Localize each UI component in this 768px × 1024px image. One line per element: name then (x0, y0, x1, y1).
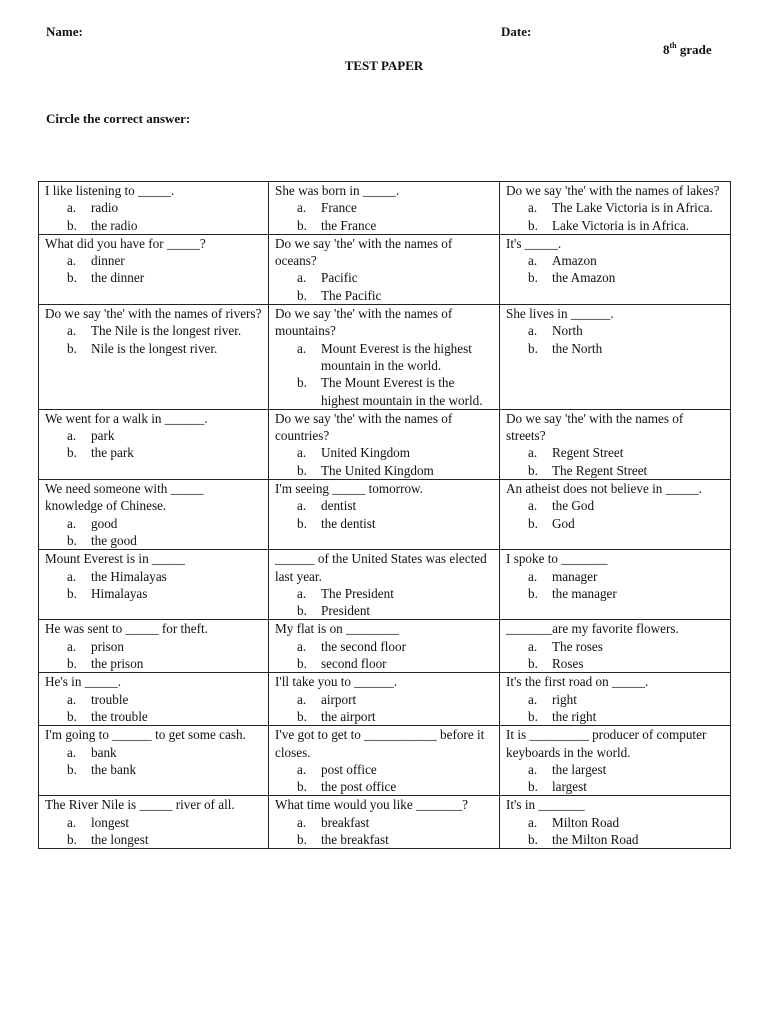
answer-option[interactable] (45, 814, 264, 831)
question-cell (500, 480, 731, 550)
answer-option[interactable] (506, 497, 726, 514)
answer-option[interactable] (275, 287, 495, 304)
option-text: Himalayas (91, 585, 148, 601)
option-letter: a. (297, 761, 307, 777)
question-cell (39, 480, 269, 550)
answer-option[interactable] (45, 761, 264, 778)
option-letter: a. (528, 814, 538, 830)
question-cell (269, 726, 500, 796)
table-row (39, 480, 731, 550)
answer-option[interactable] (506, 269, 726, 286)
question-text: An atheist does not believe in _____. (506, 481, 702, 497)
answer-options (275, 585, 495, 620)
option-letter: a. (528, 498, 538, 514)
answer-options (45, 515, 264, 550)
question-text: Do we say 'the' with the names of rivers? (45, 306, 262, 322)
option-letter: a. (67, 323, 77, 339)
question-text: The River Nile is _____ river of all. (45, 797, 235, 813)
grade-superscript: th (669, 41, 677, 50)
answer-option[interactable] (275, 585, 495, 602)
option-text: President (321, 603, 371, 619)
option-letter: b. (297, 217, 307, 233)
table-row (39, 409, 731, 479)
question-cell (39, 620, 269, 673)
option-letter: a. (528, 568, 538, 584)
question-text: It's the first road on _____. (506, 674, 649, 690)
answer-option[interactable] (45, 340, 264, 357)
option-letter: b. (528, 217, 538, 233)
option-text: good (91, 515, 118, 531)
answer-option[interactable] (275, 602, 495, 619)
option-text: The Nile is the longest river. (91, 323, 242, 339)
answer-option[interactable] (45, 269, 264, 286)
answer-option[interactable] (275, 814, 495, 831)
question-text: I've got to get to ___________ before it closes. (275, 727, 485, 760)
option-text: manager (552, 568, 598, 584)
option-letter: b. (67, 270, 77, 286)
answer-options (275, 638, 495, 673)
answer-option[interactable] (45, 691, 264, 708)
option-text: prison (91, 638, 124, 654)
question-cell (500, 550, 731, 620)
option-letter: a. (297, 814, 307, 830)
table-row (39, 182, 731, 235)
option-letter: b. (528, 779, 538, 795)
option-letter: b. (297, 603, 307, 619)
answer-option[interactable] (45, 655, 264, 672)
table-row (39, 234, 731, 304)
answer-options (275, 814, 495, 849)
answer-options (275, 497, 495, 532)
option-letter: b. (67, 656, 77, 672)
answer-option[interactable] (275, 340, 495, 375)
option-text: North (552, 323, 583, 339)
question-text: I spoke to _______ (506, 551, 608, 567)
question-text: What did you have for _____? (45, 235, 206, 251)
answer-option[interactable] (45, 199, 264, 216)
option-letter: b. (528, 831, 538, 847)
option-text: breakfast (321, 814, 370, 830)
option-letter: a. (67, 814, 77, 830)
grade-word: grade (676, 42, 712, 57)
option-text: The Pacific (321, 287, 382, 303)
table-row (39, 620, 731, 673)
option-text: the longest (91, 831, 149, 847)
question-cell (500, 673, 731, 726)
option-text: The President (321, 585, 394, 601)
option-text: the breakfast (321, 831, 389, 847)
option-letter: a. (297, 270, 307, 286)
question-cell (39, 409, 269, 479)
answer-option[interactable] (275, 462, 495, 479)
option-letter: b. (67, 445, 77, 461)
option-text: the North (552, 340, 603, 356)
option-text: the airport (321, 708, 376, 724)
answer-option[interactable] (45, 427, 264, 444)
answer-option[interactable] (506, 515, 726, 532)
date-label: Date: (501, 24, 532, 39)
option-text: the prison (91, 656, 144, 672)
table-row (39, 305, 731, 410)
option-text: the manager (552, 585, 617, 601)
table-row (39, 726, 731, 796)
option-letter: a. (528, 323, 538, 339)
answer-option[interactable] (45, 532, 264, 549)
question-text: It is _________ producer of computer keyboards in the world. (506, 727, 707, 760)
answer-option[interactable] (45, 568, 264, 585)
answer-options (45, 427, 264, 462)
question-cell (269, 234, 500, 304)
answer-options (45, 199, 264, 234)
option-letter: a. (528, 638, 538, 654)
option-text: the Himalayas (91, 568, 167, 584)
option-text: second floor (321, 656, 387, 672)
question-cell (39, 305, 269, 410)
answer-option[interactable] (275, 444, 495, 461)
question-cell (500, 305, 731, 410)
question-cell (500, 620, 731, 673)
option-letter: b. (297, 779, 307, 795)
question-text: It's _____. (506, 235, 562, 251)
option-letter: b. (528, 462, 538, 478)
answer-options (275, 691, 495, 726)
answer-options (506, 761, 726, 796)
option-text: France (321, 200, 357, 216)
answer-option[interactable] (506, 778, 726, 795)
option-text: Roses (552, 656, 584, 672)
option-letter: a. (297, 585, 307, 601)
question-cell (269, 620, 500, 673)
option-text: post office (321, 761, 377, 777)
question-text: Do we say 'the' with the names of streets? (506, 410, 684, 444)
answer-options (275, 269, 495, 304)
option-text: radio (91, 200, 119, 216)
option-text: United Kingdom (321, 445, 411, 461)
grade-number: 8 (663, 42, 670, 57)
option-letter: b. (67, 532, 77, 548)
option-letter: b. (528, 708, 538, 724)
answer-option[interactable] (275, 374, 495, 409)
page-title: TEST PAPER (344, 58, 424, 73)
option-text: The roses (552, 638, 603, 654)
option-text: Nile is the longest river. (91, 340, 218, 356)
option-text: dentist (321, 498, 357, 514)
option-letter: b. (297, 708, 307, 724)
option-letter: a. (67, 200, 77, 216)
answer-option[interactable] (506, 444, 726, 461)
question-text: Do we say 'the' with the names of mountains? (275, 306, 453, 339)
answer-option[interactable] (45, 252, 264, 269)
answer-option[interactable] (275, 708, 495, 725)
option-text: the France (321, 217, 377, 233)
question-cell (500, 234, 731, 304)
answer-options (45, 691, 264, 726)
question-cell (39, 182, 269, 235)
answer-options (506, 638, 726, 673)
question-cell (269, 480, 500, 550)
option-letter: a. (528, 253, 538, 269)
option-letter: b. (67, 761, 77, 777)
name-label: Name: (46, 24, 83, 39)
question-table-body (39, 182, 731, 849)
answer-options (275, 444, 495, 479)
option-text: bank (91, 744, 117, 760)
option-text: the dentist (321, 515, 376, 531)
answer-option[interactable] (506, 814, 726, 831)
answer-option[interactable] (45, 217, 264, 234)
answer-option[interactable] (45, 515, 264, 532)
question-cell (39, 673, 269, 726)
option-text: The Lake Victoria is in Africa. (552, 200, 713, 216)
option-text: God (552, 515, 575, 531)
option-text: Pacific (321, 270, 358, 286)
option-letter: a. (528, 691, 538, 707)
answer-option[interactable] (45, 585, 264, 602)
answer-option[interactable] (275, 497, 495, 514)
option-text: The United Kingdom (321, 462, 434, 478)
option-text: Mount Everest is the highest mountain in the world. (321, 340, 472, 373)
answer-option[interactable] (506, 831, 726, 848)
question-text: She was born in _____. (275, 183, 400, 198)
option-letter: a. (67, 691, 77, 707)
question-cell (39, 550, 269, 620)
option-letter: a. (297, 445, 307, 461)
option-letter: b. (528, 585, 538, 601)
option-letter: b. (67, 340, 77, 356)
answer-option[interactable] (506, 462, 726, 479)
question-cell (500, 182, 731, 235)
option-letter: b. (528, 340, 538, 356)
answer-options (275, 199, 495, 234)
question-text: He's in _____. (45, 674, 122, 690)
question-text: It's in _______ (506, 797, 585, 813)
answer-option[interactable] (275, 691, 495, 708)
answer-option[interactable] (506, 585, 726, 602)
question-text: He was sent to _____ for theft. (45, 621, 208, 637)
option-text: airport (321, 691, 357, 707)
question-text: ______ of the United States was elected last year. (275, 551, 487, 584)
option-text: the radio (91, 217, 138, 233)
table-row (39, 673, 731, 726)
answer-options (506, 252, 726, 287)
answer-options (506, 444, 726, 479)
question-cell (269, 305, 500, 410)
answer-options (45, 322, 264, 357)
question-text: Do we say 'the' with the names of lakes? (506, 183, 720, 198)
answer-option[interactable] (45, 638, 264, 655)
answer-options (275, 340, 495, 409)
question-cell (39, 726, 269, 796)
grade-label (663, 41, 712, 58)
answer-option[interactable] (275, 778, 495, 795)
answer-options (506, 199, 726, 234)
question-cell (269, 673, 500, 726)
option-text: Amazon (552, 253, 597, 269)
option-letter: a. (297, 691, 307, 707)
option-letter: b. (297, 515, 307, 531)
option-letter: a. (67, 428, 77, 444)
option-text: the largest (552, 761, 607, 777)
instruction-text: Circle the correct answer: (46, 111, 191, 126)
answer-option[interactable] (45, 708, 264, 725)
option-letter: b. (528, 656, 538, 672)
option-letter: b. (297, 462, 307, 478)
answer-options (506, 568, 726, 603)
answer-options (45, 252, 264, 287)
answer-option[interactable] (45, 744, 264, 761)
option-letter: a. (67, 744, 77, 760)
answer-option[interactable] (506, 691, 726, 708)
option-letter: a. (297, 638, 307, 654)
answer-option[interactable] (275, 655, 495, 672)
option-letter: b. (67, 708, 77, 724)
answer-option[interactable] (45, 322, 264, 339)
answer-options (45, 814, 264, 849)
answer-option[interactable] (275, 831, 495, 848)
option-letter: a. (67, 638, 77, 654)
question-cell (500, 409, 731, 479)
answer-options (506, 322, 726, 357)
answer-option[interactable] (506, 252, 726, 269)
question-text: What time would you like _______? (275, 797, 469, 813)
option-text: the second floor (321, 638, 406, 654)
option-text: largest (552, 779, 587, 795)
option-text: trouble (91, 691, 129, 707)
option-letter: a. (67, 515, 77, 531)
question-cell (269, 550, 500, 620)
option-letter: b. (297, 831, 307, 847)
option-letter: a. (528, 445, 538, 461)
question-text: _______are my favorite flowers. (506, 621, 679, 637)
answer-option[interactable] (506, 655, 726, 672)
question-text: She lives in ______. (506, 306, 614, 322)
option-letter: b. (67, 831, 77, 847)
question-text: I'm seeing _____ tomorrow. (275, 481, 424, 497)
option-text: the right (552, 708, 597, 724)
option-text: Lake Victoria is in Africa. (552, 217, 690, 233)
answer-options (275, 761, 495, 796)
option-text: The Mount Everest is the highest mountain in the world. (321, 375, 483, 408)
option-letter: b. (297, 287, 307, 303)
option-letter: a. (528, 761, 538, 777)
option-text: the bank (91, 761, 137, 777)
question-cell (39, 796, 269, 849)
question-cell (269, 409, 500, 479)
answer-options (45, 638, 264, 673)
answer-option[interactable] (275, 199, 495, 216)
option-letter: a. (67, 568, 77, 584)
option-text: longest (91, 814, 130, 830)
question-text: My flat is on ________ (275, 621, 399, 637)
option-text: The Regent Street (552, 462, 648, 478)
option-letter: a. (67, 253, 77, 269)
answer-option[interactable] (506, 708, 726, 725)
option-text: park (91, 428, 115, 444)
answer-options (45, 568, 264, 603)
option-text: the dinner (91, 270, 145, 286)
option-letter: b. (67, 585, 77, 601)
option-letter: b. (297, 656, 307, 672)
answer-option[interactable] (506, 322, 726, 339)
answer-option[interactable] (275, 515, 495, 532)
question-cell (500, 796, 731, 849)
question-text: Mount Everest is in _____ (45, 551, 185, 567)
answer-option[interactable] (506, 761, 726, 778)
option-letter: a. (297, 498, 307, 514)
option-text: Milton Road (552, 814, 620, 830)
option-text: the post office (321, 779, 397, 795)
answer-option[interactable] (45, 444, 264, 461)
answer-option[interactable] (506, 568, 726, 585)
option-letter: b. (528, 270, 538, 286)
question-text: I'll take you to ______. (275, 674, 398, 690)
answer-option[interactable] (506, 217, 726, 234)
option-text: Regent Street (552, 445, 624, 461)
option-letter: b. (297, 375, 307, 391)
question-cell (269, 182, 500, 235)
option-letter: b. (528, 515, 538, 531)
option-text: the park (91, 445, 134, 461)
table-row (39, 796, 731, 849)
question-text: I'm going to ______ to get some cash. (45, 727, 246, 743)
answer-option[interactable] (506, 638, 726, 655)
question-table (38, 181, 731, 849)
answer-option[interactable] (275, 217, 495, 234)
option-text: the Amazon (552, 270, 616, 286)
option-text: the trouble (91, 708, 148, 724)
option-text: the God (552, 498, 595, 514)
answer-options (506, 497, 726, 532)
option-letter: a. (297, 340, 307, 356)
answer-option[interactable] (45, 831, 264, 848)
option-letter: a. (297, 200, 307, 216)
answer-option[interactable] (506, 199, 726, 216)
option-text: dinner (91, 253, 125, 269)
question-cell (500, 726, 731, 796)
answer-option[interactable] (275, 761, 495, 778)
question-text: Do we say 'the' with the names of countries? (275, 410, 453, 444)
table-row (39, 550, 731, 620)
option-letter: a. (528, 200, 538, 216)
answer-options (506, 691, 726, 726)
option-letter: b. (67, 217, 77, 233)
answer-options (45, 744, 264, 779)
answer-options (506, 814, 726, 849)
option-text: the good (91, 532, 137, 548)
answer-option[interactable] (506, 340, 726, 357)
question-text: Do we say 'the' with the names of oceans? (275, 235, 453, 269)
question-text: We went for a walk in ______. (45, 410, 208, 426)
question-cell (269, 796, 500, 849)
question-text: I like listening to _____. (45, 183, 175, 198)
question-cell (39, 234, 269, 304)
answer-option[interactable] (275, 638, 495, 655)
option-text: right (552, 691, 577, 707)
answer-option[interactable] (275, 269, 495, 286)
option-text: the Milton Road (552, 831, 639, 847)
question-text: We need someone with _____ knowledge of Chinese. (45, 481, 204, 514)
